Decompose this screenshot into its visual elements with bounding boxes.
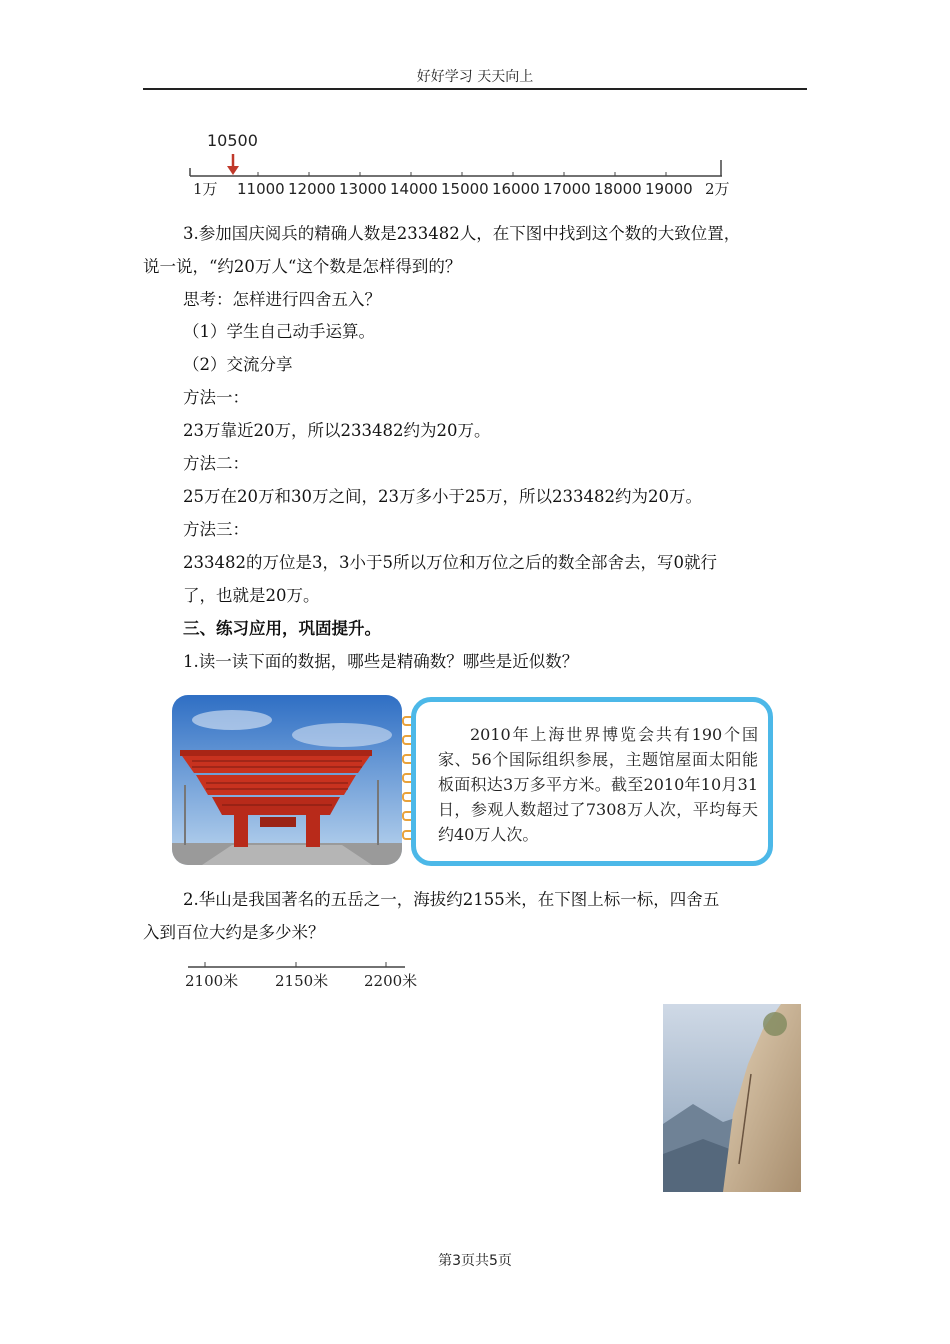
practice-question-2-line-2: 入到百位大约是多少米？ bbox=[143, 923, 325, 942]
huashan-photo bbox=[663, 1004, 801, 1192]
tick-label-1wan: 1万 bbox=[193, 180, 218, 198]
expo-info-text: 2010年上海世界博览会共有190个国家、56个国际组织参展，主题馆屋面太阳能板面积达3万多平方米。截至2010年10月31日，参观人数超过了7308万人次，平均每天约40万人次。 bbox=[438, 725, 758, 844]
page-footer: 第3页共5页 bbox=[438, 1253, 512, 1269]
number-line-1 bbox=[185, 128, 745, 198]
think-prompt: 思考：怎样进行四舍五入？ bbox=[183, 290, 381, 309]
header-rule bbox=[143, 88, 807, 90]
marker-label: 10500 bbox=[207, 131, 258, 150]
method-1-title: 方法一： bbox=[183, 388, 249, 407]
tick-label: 11000 bbox=[237, 180, 285, 198]
tick-label-2wan: 2万 bbox=[705, 180, 730, 198]
tick-label: 15000 bbox=[441, 180, 489, 198]
marker-arrow bbox=[227, 154, 239, 175]
method-3-title: 方法三： bbox=[183, 520, 249, 539]
number-line-2 bbox=[183, 958, 443, 998]
method-2-text: 25万在20万和30万之间，23万多小于25万，所以233482约为20万。 bbox=[183, 487, 702, 506]
step-2: （2）交流分享 bbox=[183, 355, 293, 374]
method-2-title: 方法二： bbox=[183, 454, 249, 473]
tick-label: 2100米 bbox=[185, 972, 239, 990]
tick-label: 13000 bbox=[339, 180, 387, 198]
tick-label: 12000 bbox=[288, 180, 336, 198]
method-3-line-1: 233482的万位是3，3小于5所以万位和万位之后的数全部舍去，写0就行 bbox=[183, 553, 717, 572]
tick-label: 17000 bbox=[543, 180, 591, 198]
china-pavilion-photo bbox=[172, 695, 402, 865]
practice-question-2-line-1: 2.华山是我国著名的五岳之一，海拔约2155米，在下图上标一标，四舍五 bbox=[183, 890, 720, 909]
method-3-line-2: 了，也就是20万。 bbox=[183, 586, 320, 605]
method-1-text: 23万靠近20万，所以233482约为20万。 bbox=[183, 421, 491, 440]
step-1: （1）学生自己动手运算。 bbox=[183, 322, 375, 341]
page-header: 好好学习 天天向上 bbox=[416, 69, 534, 85]
practice-heading: 三、练习应用，巩固提升。 bbox=[183, 619, 381, 638]
question-3-line-2: 说一说，“约20万人“这个数是怎样得到的？ bbox=[143, 257, 462, 276]
question-3-line-1: 3.参加国庆阅兵的精确人数是233482人，在下图中找到这个数的大致位置， bbox=[183, 224, 741, 243]
expo-info-card bbox=[411, 697, 773, 866]
tick-label: 14000 bbox=[390, 180, 438, 198]
tick-label: 2150米 bbox=[275, 972, 329, 990]
tick-label: 19000 bbox=[645, 180, 693, 198]
practice-question-1: 1.读一读下面的数据，哪些是精确数？哪些是近似数？ bbox=[183, 652, 579, 671]
tick-label: 2200米 bbox=[364, 972, 418, 990]
tick-label: 18000 bbox=[594, 180, 642, 198]
tick-label: 16000 bbox=[492, 180, 540, 198]
